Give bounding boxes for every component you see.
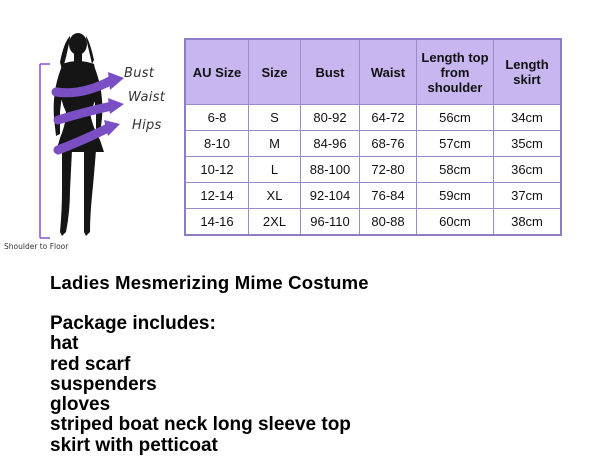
shoulder-to-floor-label: Shoulder to Floor [4,242,69,251]
list-item: striped boat neck long sleeve top [50,414,351,436]
cell-length-skirt: 34cm [494,105,562,131]
package-heading: Package includes: [50,313,216,334]
cell-au-size: 14-16 [185,209,249,236]
cell-length-top: 59cm [417,183,494,209]
header-length-skirt: Length skirt [494,39,562,105]
cell-bust: 88-100 [301,157,360,183]
waist-label: Waist [128,90,166,105]
header-bust: Bust [301,39,360,105]
header-length-top: Length top from shoulder [417,39,494,105]
table-header-row [185,39,561,105]
table-row [185,105,561,131]
header-size: Size [249,39,301,105]
cell-waist: 64-72 [360,105,417,131]
cell-au-size: 6-8 [185,105,249,131]
cell-au-size: 8-10 [185,131,249,157]
header-au-size: AU Size [185,39,249,105]
table-row [185,131,561,157]
cell-bust: 92-104 [301,183,360,209]
cell-length-skirt: 36cm [494,157,562,183]
cell-waist: 80-88 [360,209,417,236]
bust-label: Bust [124,66,155,81]
cell-bust: 84-96 [301,131,360,157]
body-measurement-figure [0,0,190,262]
cell-waist: 76-84 [360,183,417,209]
cell-length-skirt: 38cm [494,209,562,236]
cell-size: L [249,157,301,183]
cell-bust: 80-92 [301,105,360,131]
list-item: gloves [50,394,111,416]
table-row [185,209,561,236]
cell-size: S [249,105,301,131]
list-item: red scarf [50,353,131,375]
cell-size: M [249,131,301,157]
cell-length-top: 56cm [417,105,494,131]
cell-au-size: 12-14 [185,183,249,209]
cell-length-top: 57cm [417,131,494,157]
size-chart-table [184,38,562,236]
cell-length-top: 58cm [417,157,494,183]
table-row [185,183,561,209]
cell-size: XL [249,183,301,209]
header-waist: Waist [360,39,417,105]
list-item: hat [50,333,79,355]
cell-waist: 72-80 [360,157,417,183]
cell-length-skirt: 35cm [494,131,562,157]
hips-label: Hips [132,118,162,133]
cell-size: 2XL [249,209,301,236]
cell-bust: 96-110 [301,209,360,236]
list-item: skirt with petticoat [50,434,218,456]
cell-length-skirt: 37cm [494,183,562,209]
cell-length-top: 60cm [417,209,494,236]
table-row [185,157,561,183]
product-title: Ladies Mesmerizing Mime Costume [50,272,369,293]
package-contents [50,314,351,456]
cell-au-size: 10-12 [185,157,249,183]
cell-waist: 68-76 [360,131,417,157]
list-item: suspenders [50,373,157,395]
